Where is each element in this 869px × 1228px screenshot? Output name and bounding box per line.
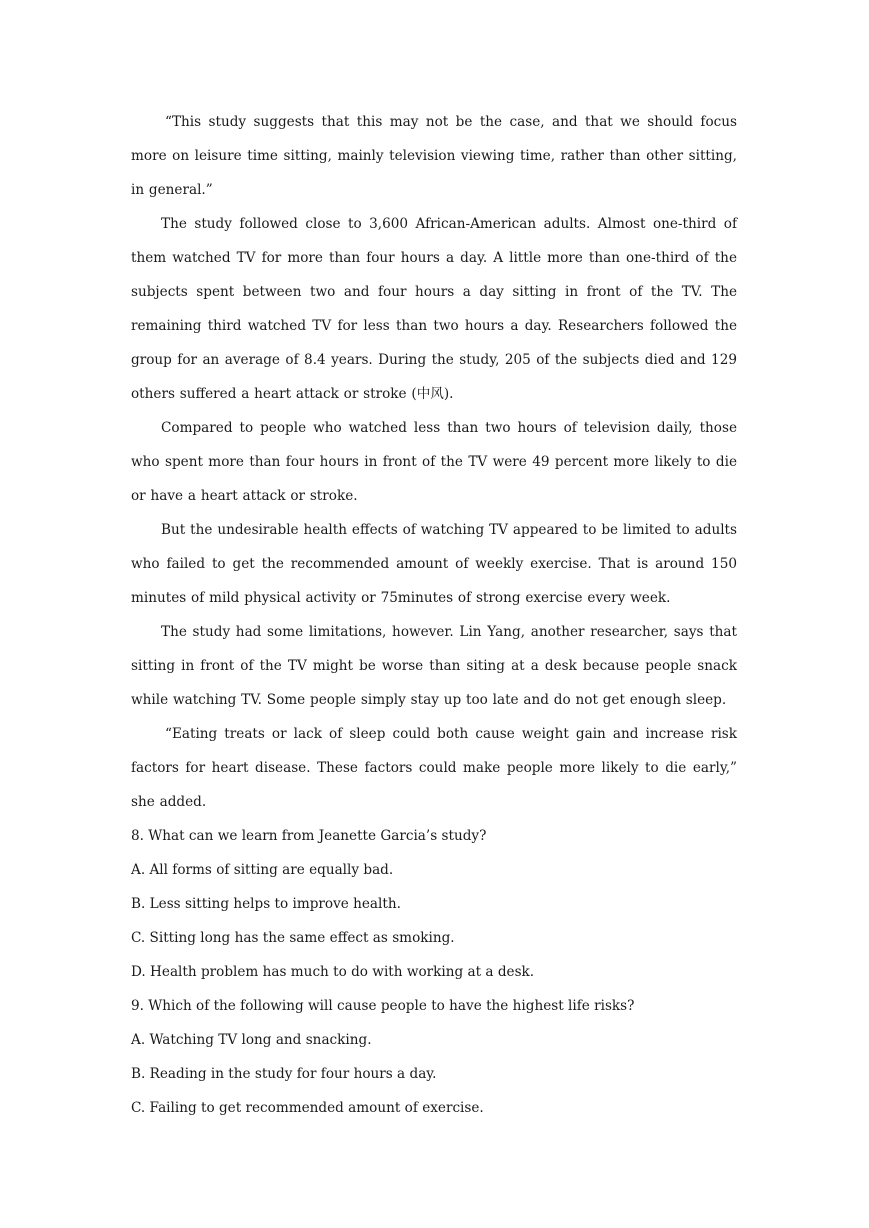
paragraph-quote-1: “This study suggests that this may not be the case, and that we should focus more on leisure time sitting, mainly television viewing time, rather than other sitting, in general.” xyxy=(131,114,737,198)
option-a: A. All forms of sitting are equally bad. xyxy=(131,862,394,878)
paragraph-comparison: Compared to people who watched less than two hours of television daily, those who spent more than four hours in front of the TV were 49 percent more likely to die or have a heart attack or stroke. xyxy=(131,420,737,504)
paragraph-exercise: But the undesirable health effects of watching TV appeared to be limited to adults who failed to get the recommended amount of weekly exercise. That is around 150 minutes of mild physical activity or 75minutes of strong exercise every week. xyxy=(131,522,737,606)
question-stem: 8. What can we learn from Jeanette Garcia’s study? xyxy=(131,828,487,844)
option-b: B. Less sitting helps to improve health. xyxy=(131,896,401,912)
option-b: B. Reading in the study for four hours a day. xyxy=(131,1066,437,1082)
option-c: C. Failing to get recommended amount of exercise. xyxy=(131,1100,484,1116)
question-stem: 9. Which of the following will cause people to have the highest life risks? xyxy=(131,998,635,1014)
paragraph-quote-2: “Eating treats or lack of sleep could both cause weight gain and increase risk factors for heart disease. These factors could make people more likely to die early,” she added. xyxy=(131,726,737,810)
question-8 xyxy=(131,819,737,989)
option-a: A. Watching TV long and snacking. xyxy=(131,1032,372,1048)
document-page xyxy=(131,105,737,1125)
paragraph-study-details: The study followed close to 3,600 African-American adults. Almost one-third of them watched TV for more than four hours a day. A little more than one-third of the subjects spent between two and four hours a day sitting in front of the TV. The remaining third watched TV for less than two hours a day. Researchers followed the group for an average of 8.4 years. During the study, 205 of the subjects died and 129 others suffered a heart attack or stroke (中风). xyxy=(131,216,737,402)
option-d: D. Health problem has much to do with working at a desk. xyxy=(131,964,535,980)
paragraph-limitations: The study had some limitations, however. Lin Yang, another researcher, says that sitting in front of the TV might be worse than siting at a desk because people snack while watching TV. Some people simply stay up too late and do not get enough sleep. xyxy=(131,624,737,708)
question-9 xyxy=(131,989,737,1125)
option-c: C. Sitting long has the same effect as smoking. xyxy=(131,930,455,946)
